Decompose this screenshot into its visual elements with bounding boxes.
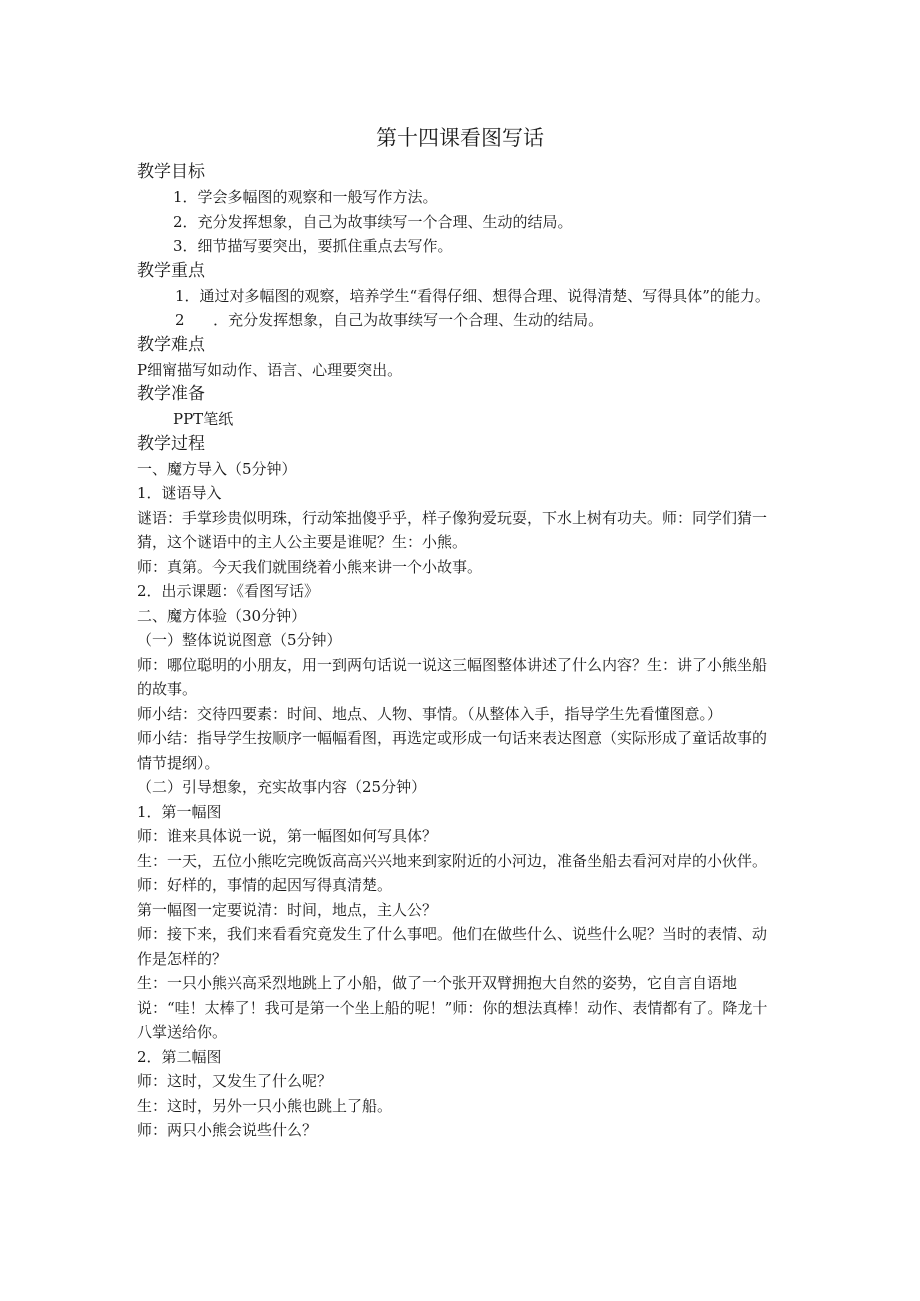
process-paragraph: 师小结：交待四要素：时间、地点、人物、事情。（从整体入手，指导学生先看懂图意。） [137, 704, 723, 723]
process-step: 2．第二幅图 [137, 1047, 222, 1066]
section-heading-process: 教学过程 [137, 433, 205, 454]
page-title: 第十四课看图写话 [376, 126, 544, 150]
process-paragraph: 生：一只小熊兴高采烈地跳上了小船，做了一个张开双臂拥抱大自然的姿势，它自言自语地说：“哇！太棒了！我可是第一个坐上船的呢！”师：你的想法真棒！动作、表情都有了。降龙十八掌送给你。 [137, 974, 768, 1041]
difficulty-item: P细甯描写如动作、语言、心理要突出。 [137, 360, 403, 379]
process-paragraph: 师小结：指导学生按顺序一幅幅看图，再选定或形成一句话来表达图意（实际形成了童话故事的情节提纲）。 [137, 729, 768, 772]
process-paragraph: 生：这时，另外一只小熊也跳上了船。 [137, 1096, 393, 1115]
process-paragraph: 生：一天，五位小熊吃完晚饭高高兴兴地来到家附近的小河边，准备坐船去看河对岸的小伙伴。 [137, 851, 768, 870]
process-paragraph: 谜语：手掌珍贵似明珠，行动笨拙傻乎乎，样子像狗爱玩耍，下水上树有功夫。师：同学们猜一猜，这个谜语中的主人公主要是谁呢？生：小熊。 [137, 508, 768, 551]
process-paragraph: 师：哪位聪明的小朋友，用一到两句话说一说这三幅图整体讲述了什么内容？生：讲了小熊坐船的故事。 [137, 655, 768, 698]
goal-item: 1．学会多幅图的观察和一般写作方法。 [173, 188, 438, 206]
process-step: 1．第一幅图 [137, 802, 222, 821]
process-paragraph: 师：两只小熊会说些什么？ [137, 1121, 318, 1139]
process-paragraph: 师：谁来具体说一说，第一幅图如何写具体？ [137, 827, 438, 845]
process-part-heading: 一、魔方导入（5分钟） [137, 459, 297, 478]
section-heading-difficulties: 教学难点 [137, 334, 205, 355]
process-part-heading: 二、魔方体验（30分钟） [137, 606, 307, 625]
process-paragraph: 师：接下来，我们来看看究竟发生了什么事吧。他们在做些什么、说些什么呢？当时的表情、动作是怎样的？ [137, 925, 768, 968]
process-paragraph: 第一幅图一定要说清：时间，地点，主人公？ [137, 900, 438, 919]
key-point-item: 2 ．充分发挥想象，自己为故事续写一个合理、生动的结局。 [175, 311, 604, 329]
document-body [137, 160, 777, 1143]
goal-item: 3．细节描写要突出，要抓住重点去写作。 [173, 237, 453, 255]
process-step: 2．出示课题：《看图写话》 [137, 582, 320, 600]
section-heading-goals: 教学目标 [137, 162, 205, 182]
process-paragraph: 师：好样的，事情的起因写得真清楚。 [137, 876, 393, 894]
process-subheading: （一）整体说说图意（5分钟） [137, 631, 342, 649]
preparation-item: PPT笔纸 [173, 410, 234, 428]
process-subheading: （二）引导想象，充实故事内容（25分钟） [137, 778, 427, 796]
section-heading-preparation: 教学准备 [137, 384, 205, 404]
key-point-item: 1．通过对多幅图的观察，培养学生“看得仔细、想得合理、说得清楚、写得具体”的能力。 [175, 286, 770, 305]
process-step: 1．谜语导入 [137, 484, 222, 502]
process-paragraph: 师：这时，又发生了什么呢？ [137, 1072, 333, 1090]
process-paragraph: 师：真第。今天我们就围绕着小熊来讲一个小故事。 [137, 557, 483, 576]
section-heading-key-points: 教学重点 [137, 260, 205, 281]
goal-item: 2．充分发挥想象，自己为故事续写一个合理、生动的结局。 [173, 212, 573, 231]
